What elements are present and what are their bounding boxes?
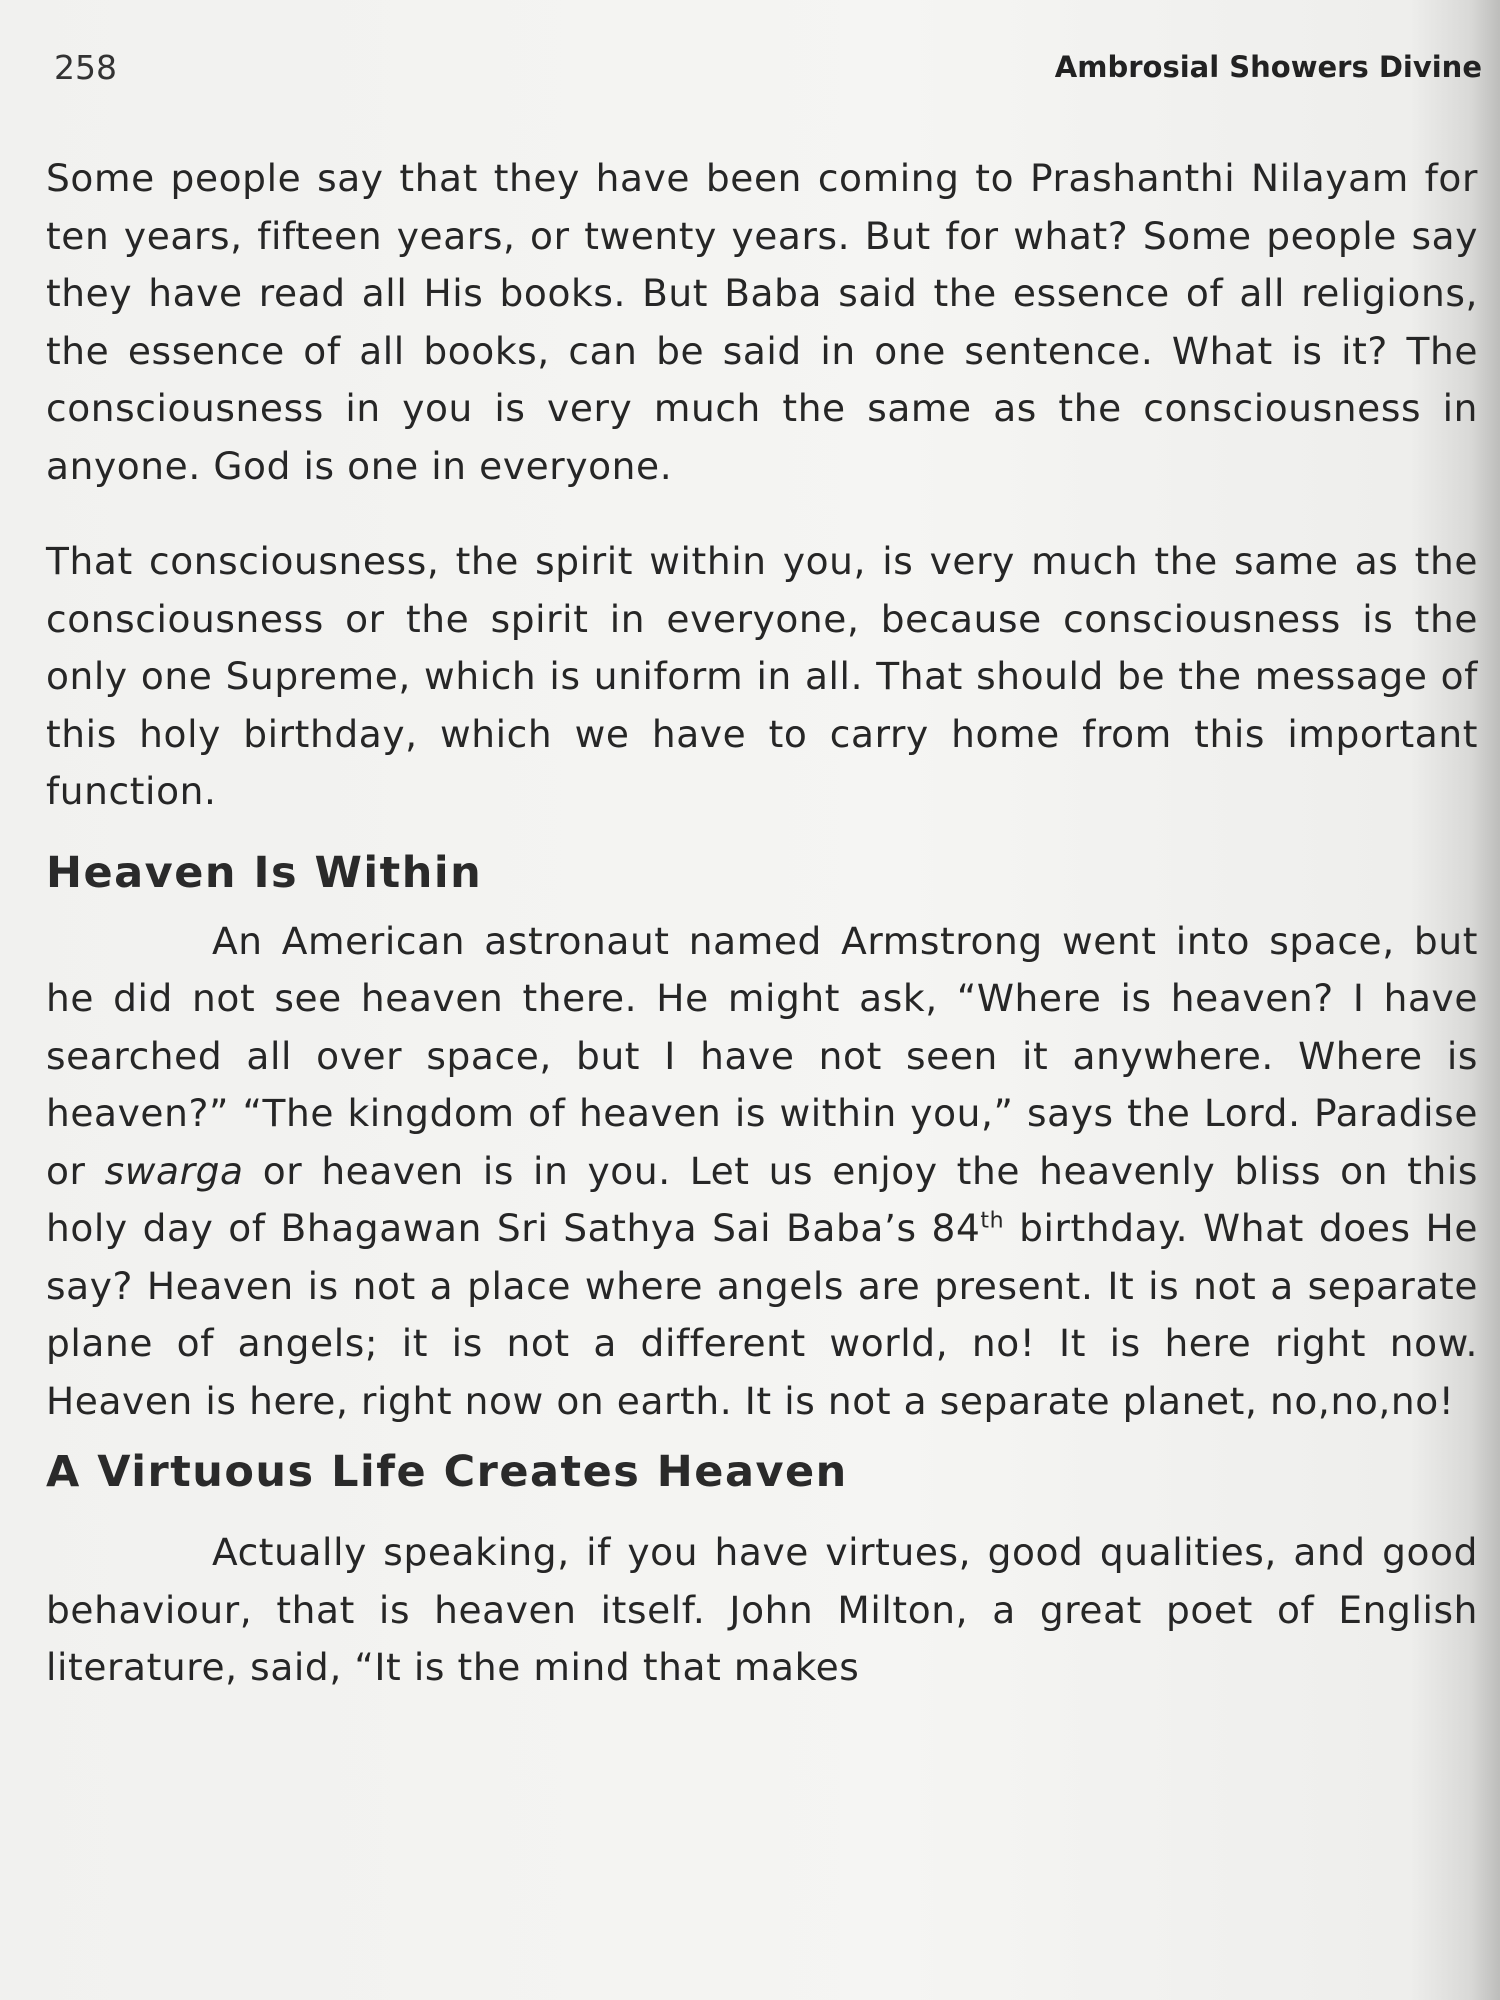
running-title: Ambrosial Showers Divine (1054, 50, 1482, 84)
paragraph-3-text-b: or heaven is in you. Let us enjoy the heavenly bliss on this holy day of Bhagawan Sri Sathya Sai Baba’s 84 (46, 1148, 1478, 1250)
paragraph-3-emphasis: swarga (104, 1148, 244, 1193)
page-number: 258 (54, 48, 117, 87)
page-content (46, 150, 1478, 1697)
section-heading-virtuous-life: A Virtuous Life Creates Heaven (46, 1447, 848, 1497)
paragraph-2: That consciousness, the spirit within you, is very much the same as the consciousness or the spirit in everyone, because consciousness is the only one Supreme, which is uniform in all. That should be the message of this holy birthday, which we have to carry home from this important function. (46, 539, 1478, 813)
paragraph-3-superscript: th (980, 1208, 1005, 1234)
paragraph-3 (46, 913, 1478, 1431)
paragraph-3-text-c: birthday. What does He say? Heaven is not a place where angels are present. It is not a separate plane of angels; it is not a different world, no! It is here right now. Heaven is here, right now on earth. It is not a separate planet, no,no,no! (46, 1206, 1478, 1423)
paragraph-3-text-a: An American astronaut named Armstrong went into space, but he did not see heaven there. He might ask, “Where is heaven? I have searched all over space, but I have not seen it anywhere. Where is heaven?” “The kingdom of heaven is within you,” says the Lord. Paradise or (46, 918, 1478, 1193)
section-heading-heaven-is-within: Heaven Is Within (46, 847, 483, 898)
paragraph-4: Actually speaking, if you have virtues, good qualities, and good behaviour, that is heaven itself. John Milton, a great poet of English literature, said, “It is the mind that makes (46, 1530, 1478, 1689)
page-header (54, 48, 1482, 88)
paragraph-1: Some people say that they have been coming to Prashanthi Nilayam for ten years, fifteen years, or twenty years. But for what? Some people say they have read all His books. But Baba said the essence of all religions, the essence of all books, can be said in one sentence. What is it? The consciousness in you is very much the same as the consciousness in anyone. God is one in everyone. (46, 156, 1478, 488)
